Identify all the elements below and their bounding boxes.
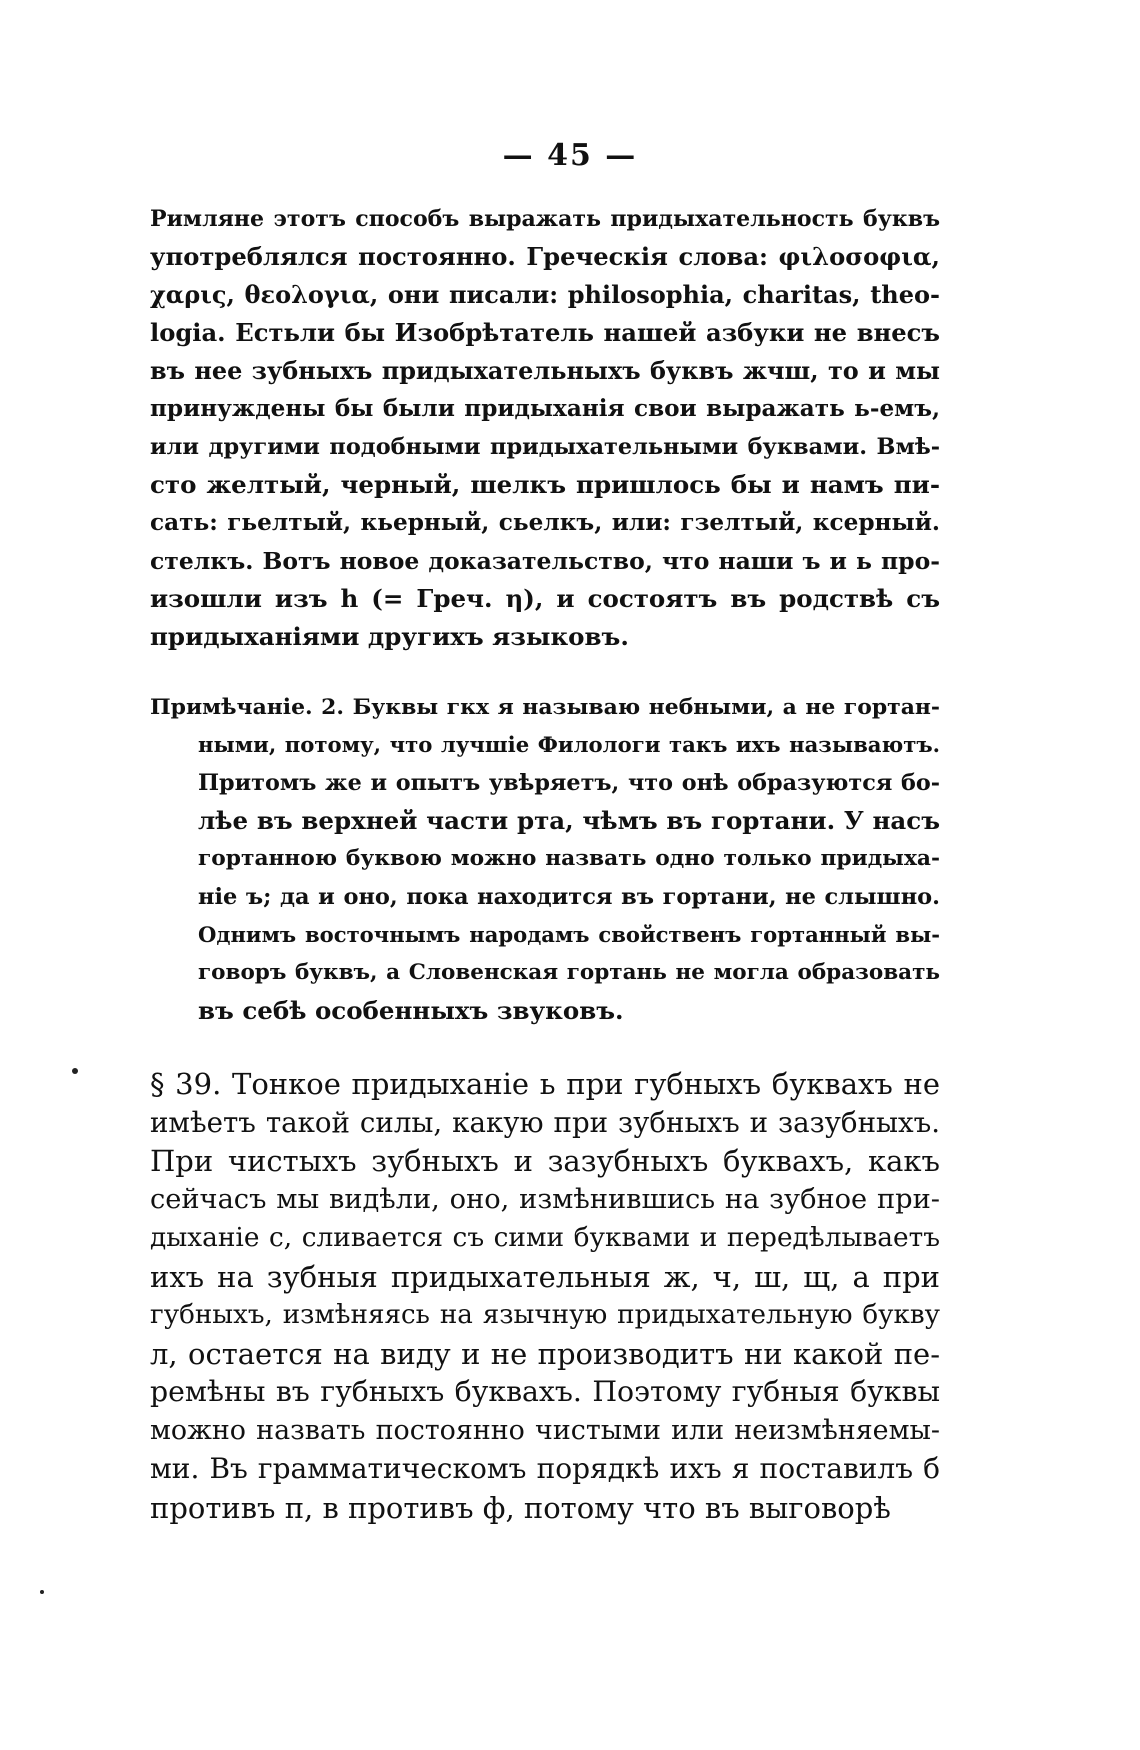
note-line: въ себѣ особенныхъ звуковъ. <box>198 996 624 1025</box>
print-speck <box>72 1068 78 1074</box>
section-line: ремѣны въ губныхъ буквахъ. Поэтому губныя буквы <box>150 1375 940 1408</box>
text-line: χαρις, θεολογια, они писали: philosophia, charitas, theo- <box>150 280 940 309</box>
text-line: принуждены бы были придыханія свои выражать ь-емъ, <box>150 395 940 422</box>
text-line: изошли изъ h (= Греч. η), и состоятъ въ родствѣ съ <box>150 584 940 613</box>
section-line: ихъ на зубныя придыхательныя ж, ч, ш, щ, а при <box>150 1259 940 1294</box>
section-line: дыханіе с, сливается съ сими буквами и передѣлываетъ <box>150 1223 940 1253</box>
text-line: въ нее зубныхъ придыхательныхъ буквъ жчш, то и мы <box>150 357 940 385</box>
section-line: сейчасъ мы видѣли, оно, измѣнившись на зубное при- <box>150 1183 940 1215</box>
note-line: говоръ буквъ, а Словенская гортань не могла образовать <box>198 960 940 985</box>
note-line: лѣе въ верхней части рта, чѣмъ въ гортани. У насъ <box>198 806 940 835</box>
section-line: ми. Въ грамматическомъ порядкѣ ихъ я поставилъ б <box>150 1452 940 1485</box>
section-line: противъ п, в противъ ф, потому что въ выговорѣ <box>150 1490 891 1525</box>
paragraph-roman-aspiration <box>150 200 940 656</box>
note-line: Однимъ восточнымъ народамъ свойственъ гортанный вы- <box>198 922 940 947</box>
text-line: стелкъ. Вотъ новое доказательство, что наши ъ и ь про- <box>150 547 940 575</box>
section-line: При чистыхъ зубныхъ и зазубныхъ буквахъ, какъ <box>150 1144 940 1178</box>
note-paragraph <box>150 688 940 1030</box>
note-line: Притомъ же и опытъ увѣряетъ, что онѣ образуются бо- <box>198 770 940 796</box>
section-39-paragraph <box>150 1065 940 1527</box>
print-speck <box>40 1590 44 1594</box>
section-line: можно назвать постоянно чистыми или неизмѣняемы- <box>150 1414 940 1446</box>
note-line: гортанною буквою можно назвать одно только придыха- <box>198 846 940 871</box>
section-line: имѣетъ такой силы, какую при зубныхъ и зазубныхъ. <box>150 1105 940 1139</box>
note-line: Примѣчаніе. 2. Буквы гкх я называю небными, а не гортан- <box>150 694 940 720</box>
text-line: logia. Естьли бы Изобрѣтатель нашей азбуки не внесъ <box>150 318 940 347</box>
note-line: ніе ъ; да и оно, пока находится въ гортани, не слышно. <box>198 884 940 910</box>
section-line: л, остается на виду и не производитъ ни какой пе- <box>150 1336 940 1371</box>
text-line: или другими подобными придыхательными буквами. Вмѣ- <box>150 434 940 460</box>
section-line: § 39. Тонкое придыханіе ь при губныхъ буквахъ не <box>150 1067 940 1101</box>
note-line: ными, потому, что лучшіе Филологи такъ ихъ называютъ. <box>198 732 940 757</box>
text-line: сто желтый, черный, шелкъ пришлось бы и намъ пи- <box>150 470 940 499</box>
text-line: придыханіями другихъ языковъ. <box>150 622 629 651</box>
text-line: употреблялся постоянно. Греческія слова: φιλοσοφια, <box>150 242 940 271</box>
text-line: сать: гьелтый, кьерный, сьелкъ, или: гзелтый, ксерный. <box>150 509 940 536</box>
section-line: губныхъ, измѣняясь на язычную придыхательную букву <box>150 1300 940 1330</box>
page-number: — 45 — <box>502 138 638 173</box>
text-line: Римляне этотъ способъ выражать придыхательность буквъ <box>150 206 940 232</box>
